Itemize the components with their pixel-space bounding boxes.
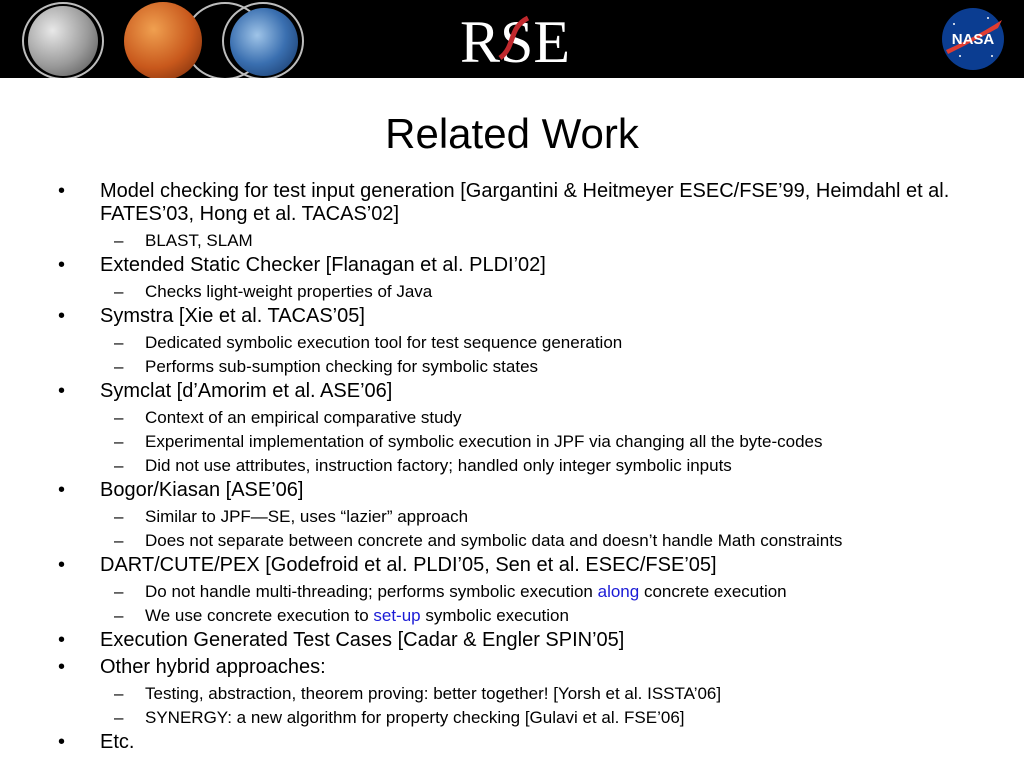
dash-icon: – (114, 684, 124, 703)
list-item: • Etc. (58, 731, 135, 753)
list-item: • Symclat [d’Amorim et al. ASE’06] (58, 380, 393, 402)
bullet-icon: • (58, 656, 66, 678)
dash-icon: – (114, 231, 124, 250)
bullet-icon: • (58, 380, 66, 402)
sub-item: – Context of an empirical comparative study (114, 408, 462, 427)
list-item: • Other hybrid approaches: (58, 656, 326, 678)
list-item: • Bogor/Kiasan [ASE’06] (58, 479, 304, 501)
dash-icon: – (114, 282, 124, 301)
nasa-logo-text: NASA (951, 31, 995, 48)
slide-title: Related Work (385, 110, 639, 157)
sub-item: – Did not use attributes, instruction factory; handled only integer symbolic inputs (114, 456, 732, 475)
dash-icon: – (114, 333, 124, 352)
list-item: • Model checking for test input generation [Gargantini & Heitmeyer ESEC/FSE’99, Heimdahl et al. FATES’03, Hong et al. TACAS’02] (58, 180, 950, 225)
sub-item: – SYNERGY: a new algorithm for property checking [Gulavi et al. FSE’06] (114, 708, 685, 727)
sub-item: – Performs sub-sumption checking for symbolic states (114, 357, 539, 376)
mars-icon (124, 2, 202, 78)
list-item: • Execution Generated Test Cases [Cadar & Engler SPIN’05] (58, 629, 625, 651)
rse-logo (456, 6, 586, 72)
nasa-logo (940, 6, 1006, 72)
dash-icon: – (114, 357, 124, 376)
dash-icon: – (114, 531, 124, 550)
dash-icon: – (114, 408, 124, 427)
bullet-icon: • (58, 254, 66, 276)
list-item: • Symstra [Xie et al. TACAS’05] (58, 305, 365, 327)
dash-icon: – (114, 582, 124, 601)
highlight-text: along (597, 582, 640, 601)
sub-item: – Testing, abstraction, theorem proving: better together! [Yorsh et al. ISSTA’06] (114, 684, 722, 703)
sub-item: – Does not separate between concrete and symbolic data and doesn’t handle Math constraints (114, 531, 843, 550)
bullet-icon: • (58, 180, 66, 202)
dash-icon: – (114, 606, 124, 625)
header-banner (0, 0, 1024, 78)
sub-item: – Dedicated symbolic execution tool for test sequence generation (114, 333, 623, 352)
dash-icon: – (114, 708, 124, 727)
sub-item: – Checks light-weight properties of Java (114, 282, 433, 301)
sub-item: – Experimental implementation of symbolic execution in JPF via changing all the byte-codes (114, 432, 823, 451)
bullet-icon: • (58, 731, 66, 753)
dash-icon: – (114, 456, 124, 475)
sub-item: – Similar to JPF—SE, uses “lazier” approach (114, 507, 469, 526)
rse-logo-text: RSE (460, 9, 571, 72)
sub-item: – Do not handle multi-threading; performs symbolic execution along concrete execution (114, 582, 787, 601)
bullet-icon: • (58, 479, 66, 501)
earth-icon (230, 8, 298, 76)
highlight-text: set-up (373, 606, 421, 625)
dash-icon: – (114, 507, 124, 526)
list-item: • DART/CUTE/PEX [Godefroid et al. PLDI’05, Sen et al. ESEC/FSE’05] (58, 554, 717, 576)
bullet-list (58, 180, 1008, 758)
bullet-icon: • (58, 629, 66, 651)
sub-item: – BLAST, SLAM (114, 231, 253, 250)
moon-icon (28, 6, 98, 76)
bullet-icon: • (58, 554, 66, 576)
bullet-icon: • (58, 305, 66, 327)
list-item: • Extended Static Checker [Flanagan et al. PLDI’02] (58, 254, 546, 276)
dash-icon: – (114, 432, 124, 451)
sub-item: – We use concrete execution to set-up symbolic execution (114, 606, 569, 625)
